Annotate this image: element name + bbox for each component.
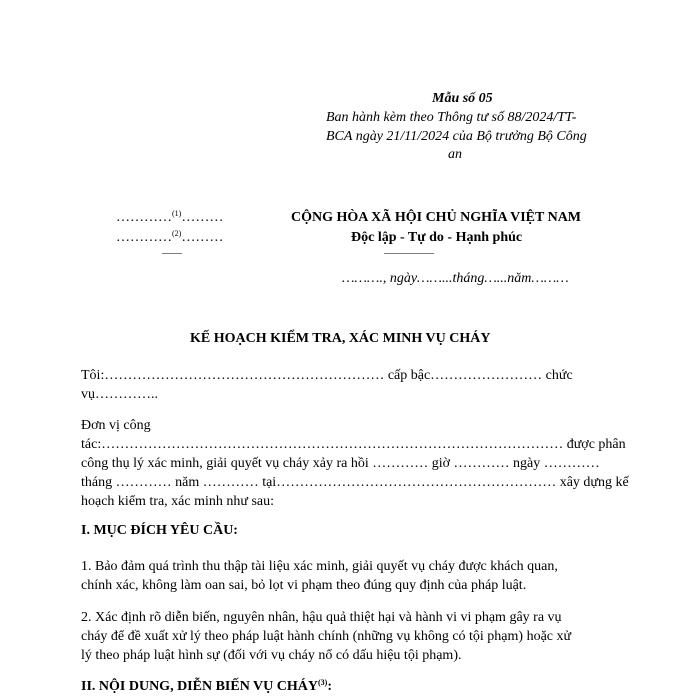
body-line-position: vụ………….. [81, 387, 158, 402]
issued-by-line-2: BCA ngày 21/11/2024 của Bộ trưởng Bộ Công [326, 129, 587, 144]
section-1-item-2-line-2: cháy để đề xuất xử lý theo pháp luật hành chính (những vụ không có tội phạm) hoặc xử [81, 629, 572, 644]
body-line-unit: tác:……………………………………………………………………………………… được phân [81, 437, 626, 452]
section-2-heading: II. NỘI DUNG, DIỄN BIẾN VỤ CHÁY$^{(3)}$: [81, 678, 332, 694]
agency-line-1: …………$^{(1)}$……… [116, 209, 224, 225]
section-1-item-1-line-2: chính xác, không làm oan sai, bỏ lọt vi phạm theo đúng quy định của pháp luật. [81, 578, 527, 593]
agency-divider: —— [162, 248, 182, 259]
motto-divider: ————— [384, 248, 434, 259]
body-line-intro: hoạch kiểm tra, xác minh như sau: [81, 494, 275, 509]
form-code: Mẫu số 05 [432, 91, 493, 106]
date-line: ………., ngày……...tháng…...năm……… [342, 271, 569, 286]
agency-line-2: …………$^{(2)}$……… [116, 229, 224, 245]
national-motto: Độc lập - Tự do - Hạnh phúc [351, 230, 523, 245]
section-1-item-2-line-3: lý theo pháp luật hình sự (đối với vụ cháy nổ có dấu hiệu tội phạm). [81, 648, 462, 663]
issued-by-line-3: an [448, 147, 462, 162]
body-line-assignment: công thụ lý xác minh, giải quyết vụ cháy xảy ra hồi ………… giờ ………… ngày ………… [81, 456, 600, 471]
section-1-item-2-line-1: 2. Xác định rõ diễn biến, nguyên nhân, hậu quả thiệt hại và hành vi vi phạm gây ra vụ [81, 610, 562, 625]
issued-by-line-1: Ban hành kèm theo Thông tư số 88/2024/TT- [326, 110, 577, 125]
section-1-item-1-line-1: 1. Bảo đảm quá trình thu thập tài liệu xác minh, giải quyết vụ cháy được khách quan, [81, 559, 558, 574]
document-title: KẾ HOẠCH KIỂM TRA, XÁC MINH VỤ CHÁY [190, 331, 491, 346]
body-line-officer: Tôi:…………………………………………………… cấp bậc…………………… chức [81, 368, 573, 383]
body-line-date-place: tháng ………… năm ………… tại…………………………………………………… xây dựng kế [81, 475, 629, 490]
body-line-unit-label: Đơn vị công [81, 418, 151, 433]
section-1-heading: I. MỤC ĐÍCH YÊU CẦU: [81, 523, 238, 538]
national-title: CỘNG HÒA XÃ HỘI CHỦ NGHĨA VIỆT NAM [291, 210, 582, 225]
